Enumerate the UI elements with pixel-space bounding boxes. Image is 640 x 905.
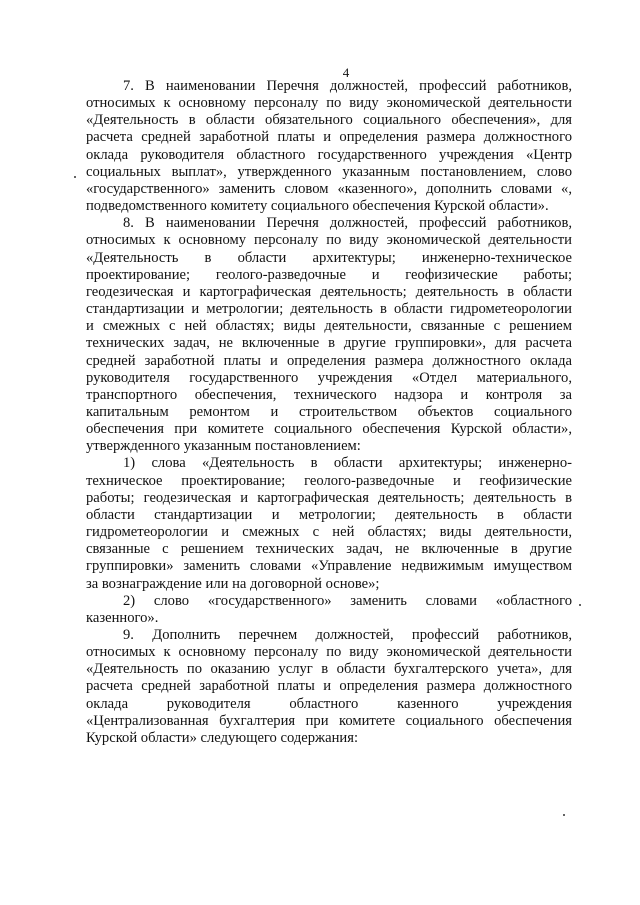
text-line: техническое проектирование; геолого-разведочные и геофизические [86, 472, 572, 489]
text-line: социальных выплат», утвержденного указанным постановлением, слово [86, 163, 572, 180]
text-line: и смежных с ней областях; виды деятельности, связанные с решением [86, 318, 572, 335]
text-line: стандартизации и метрологии; деятельность в области гидрометеорологии [86, 301, 572, 318]
text-line: относимых к основному персоналу по виду экономической деятельности [86, 232, 572, 249]
text-line: 7. В наименовании Перечня должностей, профессий работников, [123, 78, 572, 94]
text-line: расчета средней заработной платы и определения размера должностного [86, 129, 572, 146]
text-line: «Деятельность в области архитектуры; инженерно-техническое [86, 249, 572, 266]
text-line: работы; геодезическая и картографическая деятельность; деятельность в [86, 489, 572, 506]
text-line: 9. Дополнить перечнем должностей, профессий работников, [123, 627, 572, 643]
text-line: оклада руководителя областного государственного учреждения «Центр [86, 146, 572, 163]
text-line: геодезическая и картографическая деятельность; деятельность в области [86, 283, 572, 300]
text-line: группировки» заменить словами «Управление недвижимым имуществом [86, 558, 572, 575]
text-line: обеспечения при комитете социального обеспечения Курской области», [86, 421, 572, 438]
text-line: 8. В наименовании Перечня должностей, профессий работников, [123, 215, 572, 232]
paragraph-item-9 [86, 627, 572, 747]
paragraph-item-8 [86, 215, 572, 455]
scan-speck [579, 604, 581, 606]
text-line: области стандартизации и метрологии; деятельность в области [86, 506, 572, 523]
text-line: капитальным ремонтом и строительством объектов социального [86, 403, 572, 420]
text-line: казенного». [86, 609, 159, 626]
text-line: расчета средней заработной платы и определения размера должностного [86, 678, 572, 695]
page-number: 4 [342, 65, 350, 80]
scan-speck [563, 814, 565, 816]
text-line: «Деятельность в области обязательного социального обеспечения», для [86, 112, 572, 129]
text-line: средней заработной платы и определения размера должностного оклада [86, 352, 572, 369]
scan-speck [74, 176, 76, 178]
text-line: проектирование; геолого-разведочные и геофизические работы; [86, 266, 572, 283]
text-line: «государственного» заменить словом «казенного», дополнить словами «, [86, 180, 572, 197]
text-line: руководителя государственного учреждения «Отдел материального, [86, 369, 572, 386]
text-line: технических задач, не включенные в другие группировки», для расчета [86, 335, 572, 352]
text-line: 2) слово «государственного» заменить словами «областного [123, 592, 572, 609]
text-line: связанные с решением технических задач, не включенные в другие [86, 541, 572, 558]
text-line: подведомственного комитету социального обеспечения Курской области». [86, 198, 549, 215]
text-line: гидрометеорологии и смежных с ней областях; виды деятельности, [86, 524, 572, 541]
sub-item-2 [86, 593, 572, 627]
text-line: оклада руководителя областного казенного учреждения [86, 695, 572, 712]
paragraph-item-7 [86, 78, 572, 215]
document-body [86, 78, 572, 747]
sub-item-1 [86, 455, 572, 592]
text-line: относимых к основному персоналу по виду экономической деятельности [86, 644, 572, 661]
text-line: «Централизованная бухгалтерия при комитете социального обеспечения [86, 712, 572, 729]
text-line: транспортного обеспечения, технического надзора и контроля за [86, 386, 572, 403]
text-line: относимых к основному персоналу по виду экономической деятельности [86, 95, 572, 112]
text-line: утвержденного указанным постановлением: [86, 438, 361, 455]
text-line: 1) слова «Деятельность в области архитектуры; инженерно- [123, 455, 572, 472]
text-line: Курской области» следующего содержания: [86, 729, 358, 746]
text-line: «Деятельность по оказанию услуг в области бухгалтерского учета», для [86, 661, 572, 678]
text-line: за вознаграждение или на договорной основе»; [86, 575, 380, 592]
